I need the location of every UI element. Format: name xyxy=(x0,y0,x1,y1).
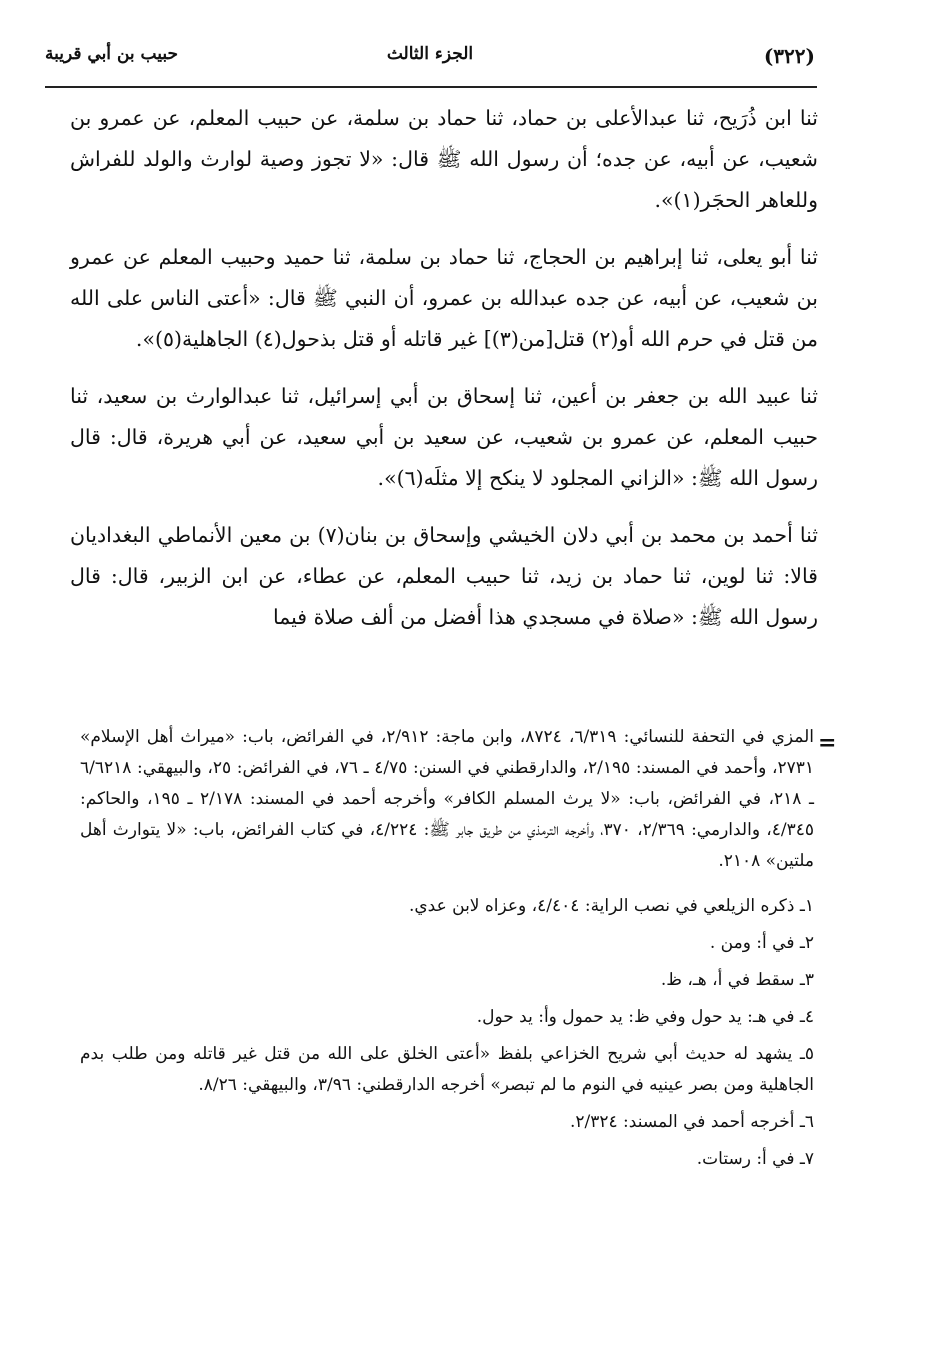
hadith-paragraph: ثنا عبيد الله بن جعفر بن أعين، ثنا إسحاق بن أبي إسرائيل، ثنا عبدالوارث بن سعيد، ثنا حبيب المعلم، عن عمرو بن شعيب، عن سعيد بن أبي سعيد، عن أبي هريرة، قال: قال رسول الله ﷺ: «الزاني المجلود لا ينكح إلا مثلَه(٦)». xyxy=(70,384,818,490)
hadith-paragraph: ثنا أبو يعلى، ثنا إبراهيم بن الحجاج، ثنا حماد بن سلمة، ثنا حميد وحبيب المعلم عن عمرو بن شعيب، عن أبيه، عن جده عبدالله بن عمرو، أن النبي ﷺ قال: «أعتى الناس على الله من قتل في حرم الله أو(٢) قتل[من(٣)] غير قاتله أو قتل بذحول(٤) الجاهلية(٥)». xyxy=(70,245,818,351)
page-number: (٣٢٢) xyxy=(763,44,815,68)
hadith-paragraph: ثنا ابن ذُرَيح، ثنا عبدالأعلى بن حماد، ثنا حماد بن سلمة، عن حبيب المعلم، عن عمرو بن شعيب، عن أبيه، عن جده؛ أن رسول الله ﷺ قال: «لا تجوز وصية لوارث والولد للفراش وللعاهر الحجَر(١)». xyxy=(70,106,818,212)
footnote: ٥ـ يشهد له حديث أبي شريح الخزاعي بلفظ «أعتى الخلق على الله من قتل غير قاتله ومن طلب بدم الجاهلية ومن بصر عينيه في النوم ما لم تبصر» أخرجه الدارقطني: ٣/٩٦، والبيهقي: ٨/٢٦. xyxy=(80,1044,814,1095)
footnotes xyxy=(80,722,814,1181)
footnote-continuation: المزي في التحفة للنسائي: ٦/٣١٩، ٨٧٢٤، وابن ماجة: ٢/٩١٢، في الفرائض، باب: «ميراث أهل الإسلام» ٢٧٣١، وأحمد في المسند: ٢/١٩٥، والدارقطني في السنن: ٤/٧٥ ـ ٧٦، في الفرائض: ٢٥، والبيهقي: ٦/٦٢١٨ ـ ٢١٨، في الفرائض، باب: «لا يرث المسلم الكافر» وأخرجه أحمد في المسند: ٢/١٧٨ ـ ١٩٥، والحاكم: ٤/٣٤٥، والدارمي: ٢/٣٦٩، ٣٧٠، وأخرجه الترمذي من طريق جابر ﷺ: ٤/٢٢٤، في كتاب الفرائض، باب: «لا يتوارث أهل ملتين» ٢١٠٨. xyxy=(80,727,814,871)
main-text xyxy=(70,98,818,654)
footnote: ٣ـ سقط في أ، هـ، ظ. xyxy=(660,970,814,990)
footnote: ٦ـ أخرجه أحمد في المسند: ٢/٣٢٤. xyxy=(569,1112,814,1132)
volume-title: الجزء الثالث xyxy=(386,44,474,64)
footnote-continuation-mark: = xyxy=(818,730,837,756)
footnote: ٤ـ في هـ: يد حول وفي ظ: يد حمول وأ: يد حول. xyxy=(476,1007,814,1027)
footnote: ٢ـ في أ: ومن . xyxy=(709,933,814,953)
hadith-paragraph: ثنا أحمد بن محمد بن أبي دلان الخيشي وإسحاق بن بنان(٧) بن معين الأنماطي البغداديان قالا: ثنا لوين، ثنا حماد بن زيد، ثنا حبيب المعلم، عن عطاء، عن ابن الزبير، قال: قال رسول الله ﷺ: «صلاة في مسجدي هذا أفضل من ألف صلاة فيما xyxy=(70,523,819,629)
footnote: ١ـ ذكره الزيلعي في نصب الراية: ٤/٤٠٤، وعزاه لابن عدي. xyxy=(408,896,814,916)
footnote: ٧ـ في أ: رستات. xyxy=(696,1149,814,1169)
header-rule xyxy=(45,86,817,88)
running-title: حبيب بن أبي قريبة xyxy=(45,44,178,64)
page-header xyxy=(45,38,815,78)
